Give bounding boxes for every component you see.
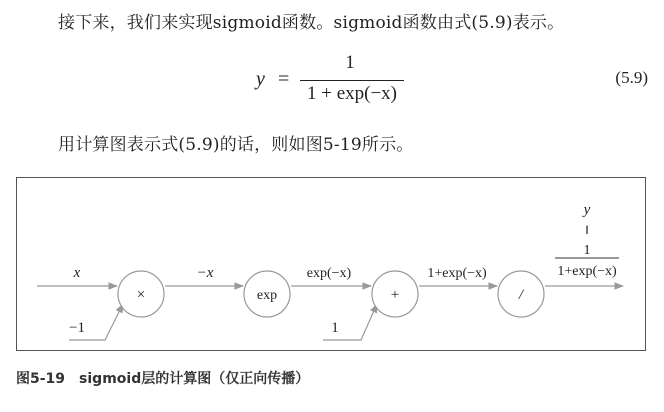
output-equals: ‖: [585, 222, 589, 237]
node-exp-label: exp: [256, 288, 278, 303]
equation-denominator: 1 + exp(−x): [306, 83, 398, 104]
node-add-label: +: [390, 287, 400, 303]
output-numerator: 1: [583, 243, 591, 258]
paragraph-figure-ref: 用计算图表示式(5.9)的话，则如图5-19所示。: [58, 135, 414, 155]
equation-numerator: 1: [345, 52, 355, 73]
label-add: 1+exp(−x): [427, 266, 487, 281]
node-multiply-label: ×: [136, 287, 146, 303]
label-neg1: −1: [69, 320, 85, 336]
fraction-bar: [300, 80, 404, 81]
label-exp: exp(−x): [306, 266, 352, 281]
equation-lhs: y: [256, 68, 265, 90]
label-one: 1: [331, 320, 339, 336]
output-y: y: [583, 202, 591, 218]
node-divide-label: /: [518, 287, 524, 303]
sigmoid-equation: [256, 52, 416, 104]
label-x: x: [73, 265, 81, 281]
figure-number: 图5-19: [16, 371, 66, 387]
paragraph-intro: 接下来，我们来实现sigmoid函数。sigmoid函数由式(5.9)表示。: [58, 13, 565, 33]
figure-caption: [16, 368, 309, 388]
equation-equals: =: [278, 68, 290, 90]
label-negx: −x: [196, 265, 214, 281]
figure-caption-text: sigmoid层的计算图（仅正向传播）: [79, 371, 310, 387]
equation-number: (5.9): [615, 68, 648, 87]
computational-graph: [17, 178, 647, 352]
computational-graph-figure: [16, 177, 646, 351]
output-denominator: 1+exp(−x): [557, 264, 617, 279]
